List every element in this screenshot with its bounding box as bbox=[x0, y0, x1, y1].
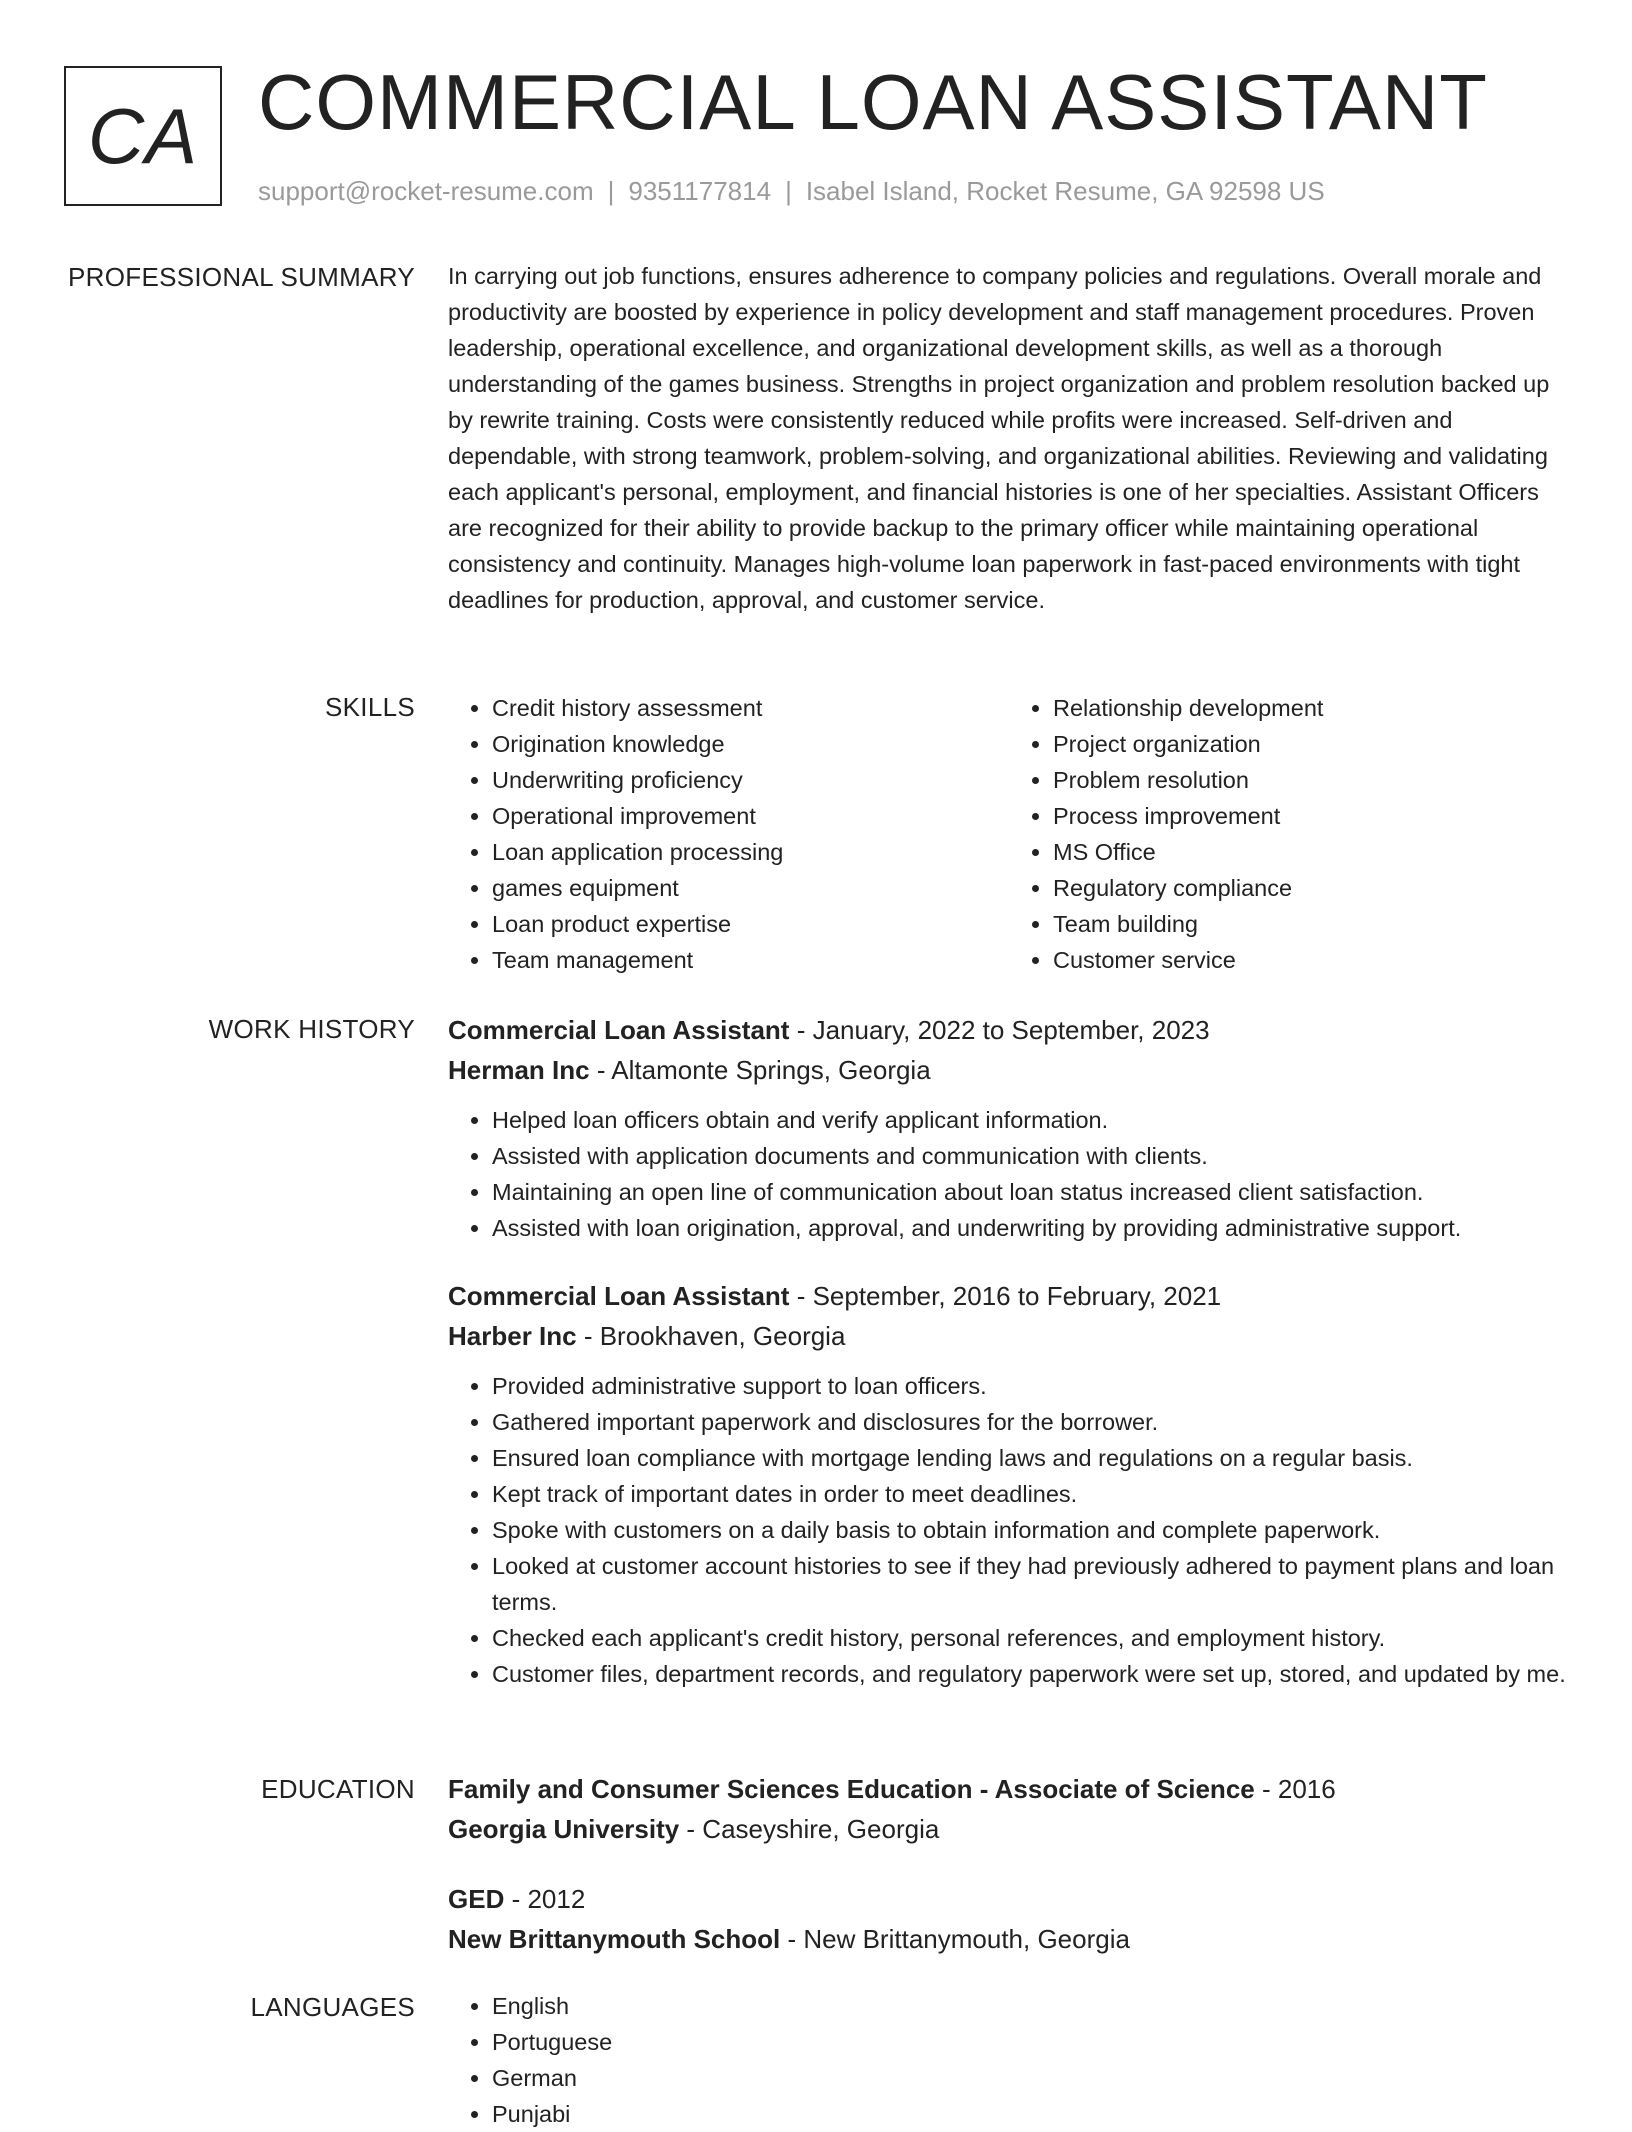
job-duty: • Spoke with customers on a daily basis to obtain information and complete paperwork. bbox=[492, 1512, 1570, 1548]
skills-body bbox=[448, 690, 1570, 978]
education-school: Georgia University bbox=[448, 1814, 680, 1844]
work-body bbox=[448, 1010, 1570, 1722]
job-duty: • Helped loan officers obtain and verify applicant information. bbox=[492, 1102, 1570, 1138]
job-dates: - January, 2022 to September, 2023 bbox=[789, 1015, 1210, 1045]
language-item: • Punjabi bbox=[492, 2096, 1570, 2132]
skill-item: • Process improvement bbox=[1053, 798, 1570, 834]
job-company-line bbox=[448, 1050, 1570, 1090]
skill-item: • Credit history assessment bbox=[492, 690, 1009, 726]
job-title: Commercial Loan Assistant bbox=[448, 1281, 790, 1311]
job-duty: • Maintaining an open line of communication about loan status increased client satisfaction. bbox=[492, 1174, 1570, 1210]
job-duties bbox=[448, 1102, 1570, 1246]
job-company: Herman Inc bbox=[448, 1055, 590, 1085]
skills-list-right bbox=[1009, 690, 1570, 978]
education-body bbox=[448, 1769, 1570, 1989]
job-duty: • Ensured loan compliance with mortgage lending laws and regulations on a regular basis. bbox=[492, 1440, 1570, 1476]
education-entry bbox=[448, 1769, 1570, 1849]
skill-item: • Team building bbox=[1053, 906, 1570, 942]
skill-item: • Customer service bbox=[1053, 942, 1570, 978]
job-entry bbox=[448, 1276, 1570, 1692]
skill-item: • Relationship development bbox=[1053, 690, 1570, 726]
skill-item: • MS Office bbox=[1053, 834, 1570, 870]
job-company-line bbox=[448, 1316, 1570, 1356]
education-year: - 2012 bbox=[504, 1884, 586, 1914]
resume-title: COMMERCIAL LOAN ASSISTANT bbox=[258, 58, 1488, 146]
section-label-summary: PROFESSIONAL SUMMARY bbox=[68, 262, 415, 292]
skill-item: • Loan product expertise bbox=[492, 906, 1009, 942]
job-duty: • Assisted with loan origination, approval, and underwriting by providing administrative support. bbox=[492, 1210, 1570, 1246]
skill-item: • Underwriting proficiency bbox=[492, 762, 1009, 798]
education-school: New Brittanymouth School bbox=[448, 1924, 781, 1954]
contact-line bbox=[258, 174, 1325, 208]
education-degree-line bbox=[448, 1879, 1570, 1919]
skill-item: • Origination knowledge bbox=[492, 726, 1009, 762]
skill-item: • Regulatory compliance bbox=[1053, 870, 1570, 906]
language-item: • Portuguese bbox=[492, 2024, 1570, 2060]
languages-body bbox=[448, 1988, 1570, 2132]
languages-list bbox=[448, 1988, 1570, 2132]
job-location: - Brookhaven, Georgia bbox=[576, 1321, 846, 1351]
education-degree: Family and Consumer Sciences Education - Associate of Science bbox=[448, 1774, 1255, 1804]
job-duty: • Checked each applicant's credit history, personal references, and employment history. bbox=[492, 1620, 1570, 1656]
section-label-work: WORK HISTORY bbox=[208, 1014, 415, 1044]
education-degree-line bbox=[448, 1769, 1570, 1809]
skill-item: • Operational improvement bbox=[492, 798, 1009, 834]
summary-body bbox=[448, 258, 1570, 618]
contact-phone[interactable]: 9351177814 bbox=[628, 176, 772, 206]
section-label-education: EDUCATION bbox=[261, 1774, 415, 1804]
section-label-languages: LANGUAGES bbox=[250, 1992, 415, 2022]
job-location: - Altamonte Springs, Georgia bbox=[589, 1055, 931, 1085]
language-item: • English bbox=[492, 1988, 1570, 2024]
job-duty: • Provided administrative support to loan officers. bbox=[492, 1368, 1570, 1404]
monogram: CA bbox=[64, 66, 222, 206]
skill-item: • Loan application processing bbox=[492, 834, 1009, 870]
contact-address: Isabel Island, Rocket Resume, GA 92598 US bbox=[805, 176, 1325, 206]
education-entry bbox=[448, 1879, 1570, 1959]
job-entry bbox=[448, 1010, 1570, 1246]
skill-item: • Problem resolution bbox=[1053, 762, 1570, 798]
job-company: Harber Inc bbox=[448, 1321, 577, 1351]
skill-item: • games equipment bbox=[492, 870, 1009, 906]
job-duty: • Gathered important paperwork and disclosures for the borrower. bbox=[492, 1404, 1570, 1440]
education-school-line bbox=[448, 1809, 1570, 1849]
job-title-line bbox=[448, 1276, 1570, 1316]
skill-item: • Project organization bbox=[1053, 726, 1570, 762]
job-duty: • Customer files, department records, and regulatory paperwork were set up, stored, and updated by me. bbox=[492, 1656, 1570, 1692]
job-title-line bbox=[448, 1010, 1570, 1050]
education-location: - Caseyshire, Georgia bbox=[679, 1814, 940, 1844]
education-degree: GED bbox=[448, 1884, 505, 1914]
job-dates: - September, 2016 to February, 2021 bbox=[789, 1281, 1222, 1311]
language-item: • German bbox=[492, 2060, 1570, 2096]
summary-text: In carrying out job functions, ensures adherence to company policies and regulations. Overall morale and productivity are boosted by experience in policy development and staff management procedures. Proven leadership, operational excellence, and organizational development skills, as well as a thorough understanding of the games business. Strengths in project organization and problem resolution backed up by rewrite training. Costs were consistently reduced while profits were increased. Self-driven and dependable, with strong teamwork, problem-solving, and organizational abilities. Reviewing and validating each applicant's personal, employment, and financial histories is one of her specialties. Assistant Officers are recognized for their ability to provide backup to the primary officer while maintaining operational consistency and continuity. Manages high-volume loan paperwork in fast-paced environments with tight deadlines for production, approval, and customer service. bbox=[448, 263, 1550, 613]
job-duty: • Assisted with application documents and communication with clients. bbox=[492, 1138, 1570, 1174]
education-school-line bbox=[448, 1919, 1570, 1959]
skills-list-left bbox=[448, 690, 1009, 978]
section-label-skills: SKILLS bbox=[325, 692, 415, 722]
job-duty: • Looked at customer account histories to see if they had previously adhered to payment plans and loan terms. bbox=[492, 1548, 1570, 1620]
job-duties bbox=[448, 1368, 1570, 1692]
contact-separator: | bbox=[785, 176, 792, 206]
contact-email[interactable]: support@rocket-resume.com bbox=[258, 176, 594, 206]
skill-item: • Team management bbox=[492, 942, 1009, 978]
education-location: - New Brittanymouth, Georgia bbox=[780, 1924, 1130, 1954]
education-year: - 2016 bbox=[1254, 1774, 1336, 1804]
job-title: Commercial Loan Assistant bbox=[448, 1015, 790, 1045]
job-duty: • Kept track of important dates in order to meet deadlines. bbox=[492, 1476, 1570, 1512]
contact-separator: | bbox=[607, 176, 615, 206]
